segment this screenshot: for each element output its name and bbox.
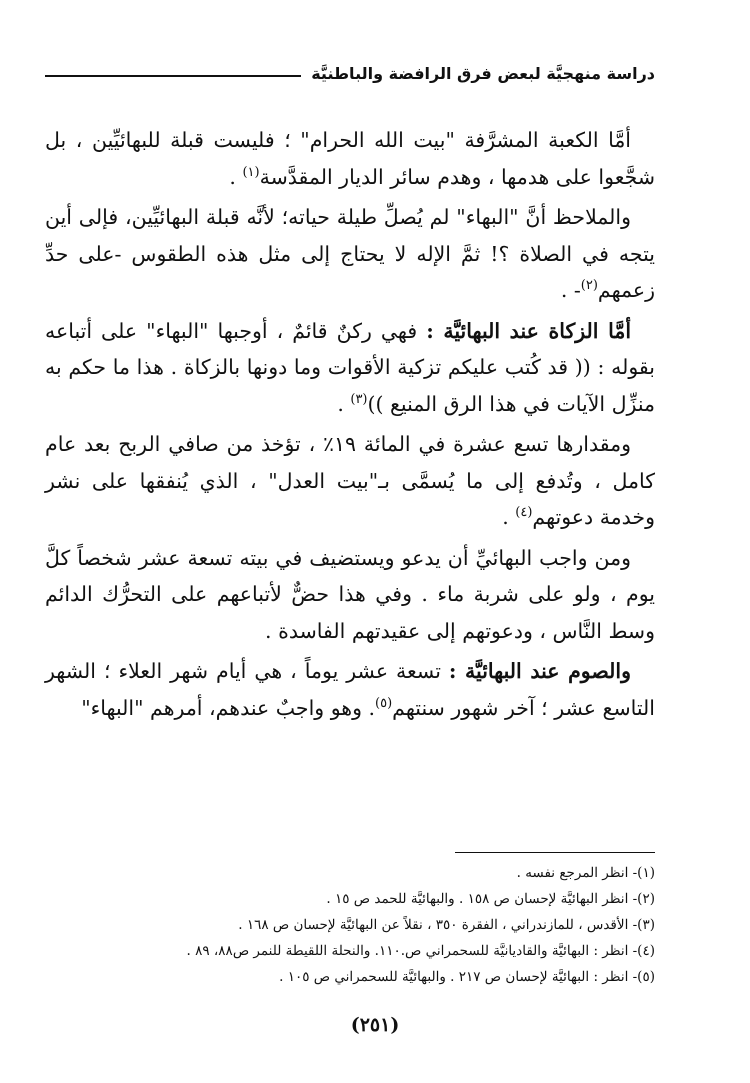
paragraph-text: والملاحظ أنَّ "البهاء" لم يُصلِّ طيلة حياته؛ لأنَّه قبلة البهائيِّين، فإلى أين يتجه في الصلاة ؟! ثمَّ الإله لا يحتاج إلى مثل هذه الطقوس -على حدِّ زعمهم <box>45 205 655 302</box>
body-text <box>45 122 655 730</box>
paragraph-tail: . <box>337 391 351 416</box>
footnote-rule <box>455 852 655 853</box>
paragraph-hospitality <box>45 540 655 650</box>
paragraph-lead-fasting: والصوم عند البهائيَّة : <box>448 659 632 683</box>
paragraph-kaaba <box>45 122 655 195</box>
paragraph-text: فهي ركنٌ قائمٌ ، أوجبها "البهاء" على أتباعه بقوله : (( قد كُتب عليكم تزكية الأقوات وما دونها بالزكاة . هذا ما حكم به منزِّل الآيات في هذا الرق المنيع )) <box>45 318 655 416</box>
running-title: دراسة منهجيَّة لبعض فرق الرافضة والباطنيَّة <box>311 63 655 83</box>
footnote-ref-5[interactable]: (٥) <box>375 695 393 711</box>
footnote-1: (١)- انظر المرجع نفسه . <box>516 865 655 881</box>
paragraph-text: أمَّا الكعبة المشرَّفة "بيت الله الحرام" ؛ فليست قبلة للبهائيِّين ، بل شجَّعوا على هدمها ، وهدم سائر الديار المقدَّسة <box>45 128 655 189</box>
footnote-5: (٥)- انظر : البهائيَّة لإحسان ص ٢١٧ . والبهائيَّة للسحمراني ص ١٠٥ . <box>279 969 655 985</box>
paragraph-tail: . وهو واجبٌ عندهم، أمرهم "البهاء" <box>81 695 376 720</box>
paragraph-zakat-amount <box>45 426 655 536</box>
paragraph-fasting <box>45 653 655 726</box>
paragraph-zakat <box>45 313 655 423</box>
footnote-ref-1[interactable]: (١) <box>242 164 260 180</box>
header-rule <box>45 75 301 77</box>
paragraph-tail: . <box>229 164 243 189</box>
footnote-ref-2[interactable]: (٢) <box>580 278 598 294</box>
paragraph-text: تسعة عشر يوماً ، هي أيام شهر العلاء ؛ الشهر التاسع عشر ؛ آخر شهور سنتهم <box>45 659 655 720</box>
footnotes <box>45 860 655 990</box>
paragraph-tail: - . <box>560 278 581 302</box>
footnote-4: (٤)- انظر : البهائيَّة والقاديانيَّة للسحمراني ص.١١٠. والنحلة اللقيطة للنمر ص٨٨، ٨٩ . <box>186 943 655 959</box>
running-header <box>45 58 655 88</box>
paragraph-prayer <box>45 199 655 309</box>
footnote-ref-3[interactable]: (٣) <box>350 391 368 407</box>
paragraph-text: ومقدارها تسع عشرة في المائة ١٩٪ ، تؤخذ من صافي الربح بعد عام كامل ، وتُدفع إلى ما يُسمَّى بـ"بيت العدل" ، الذي يُنفقها على نشر وخدمة دعوتهم <box>45 432 655 529</box>
page-number: (٢٥١) <box>350 1014 400 1036</box>
paragraph-text: ومن واجب البهائيِّ أن يدعو ويستضيف في بيته تسعة عشر شخصاً كلَّ يوم ، ولو على شربة ماء . وفي هذا حضٌّ لأتباعهم على التحرُّك الدائم وسط النَّاس ، ودعوتهم إلى عقيدتهم الفاسدة . <box>45 545 655 643</box>
footnote-3: (٣)- الأقدس ، للمازندراني ، الفقرة ٣٥٠ ، نقلاً عن البهائيَّة لإحسان ص ١٦٨ . <box>238 917 655 933</box>
paragraph-tail: . <box>502 505 516 529</box>
paragraph-lead-zakat: أمَّا الزكاة عند البهائيَّة : <box>426 318 632 343</box>
footnote-ref-4[interactable]: (٤) <box>515 505 533 521</box>
footnote-2: (٢)- انظر البهائيَّة لإحسان ص ١٥٨ . والبهائيَّة للحمد ص ١٥ . <box>326 891 655 907</box>
